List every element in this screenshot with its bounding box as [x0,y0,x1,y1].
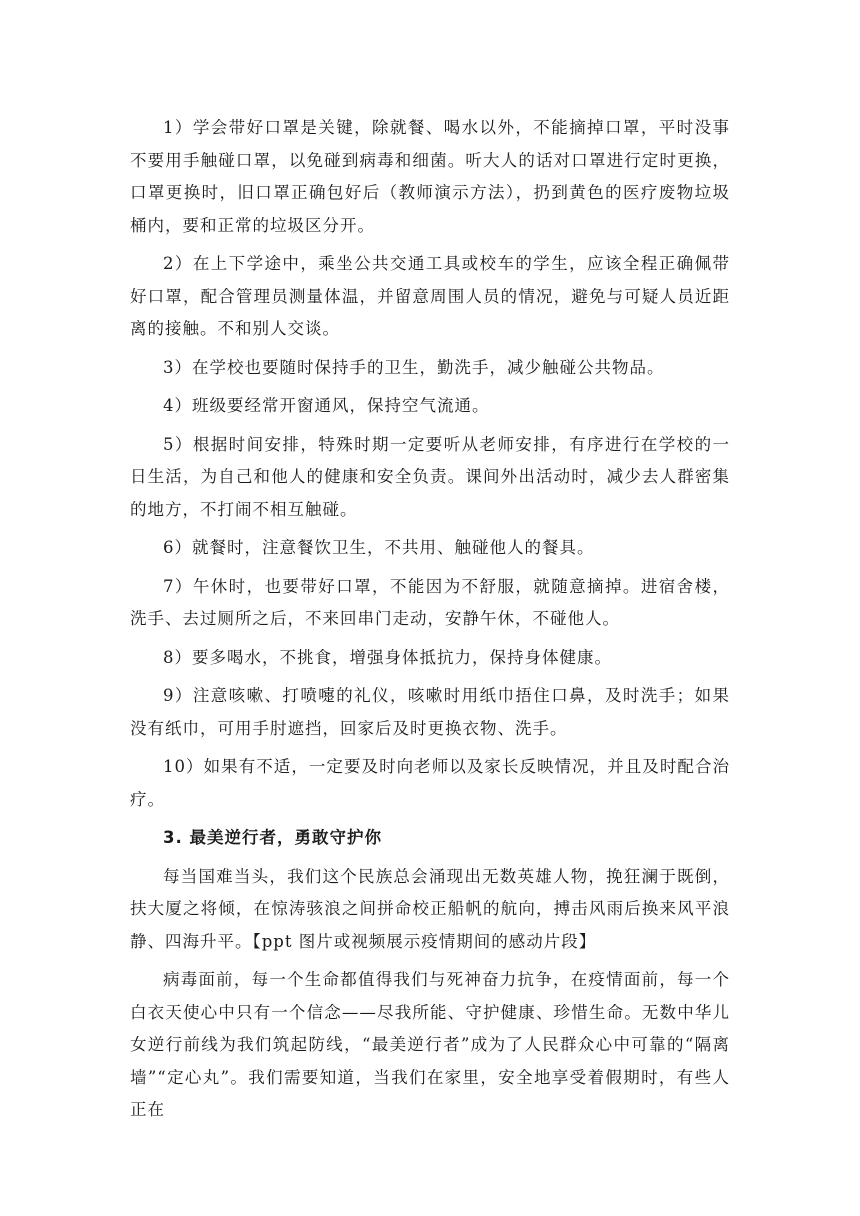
list-item-10: 10）如果有不适，一定要及时向老师以及家长反映情况，并且及时配合治疗。 [130,757,730,809]
section-heading: 3. 最美逆行者，勇敢守护你 [163,828,382,847]
list-item-8: 8）要多喝水，不挑食，增强身体抵抗力，保持身体健康。 [163,647,612,667]
list-item-4: 4）班级要经常开窗通风，保持空气流通。 [163,396,490,415]
list-item-7: 7）午休时，也要带好口罩，不能因为不舒服，就随意摘掉。进宿舍楼，洗手、去过厕所之后，不来回串门走动，安静午休，不碰他人。 [130,576,730,628]
list-item-2: 2）在上下学途中，乘坐公共交通工具或校车的学生，应该全程正确佩带好口罩，配合管理员测量体温，并留意周围人员的情况，避免与可疑人员近距离的接触。不和别人交谈。 [130,254,730,338]
body-paragraph-1: 每当国难当头，我们这个民族总会涌现出无数英雄人物，挽狂澜于既倒，扶大厦之将倾，在惊涛骇浪之间拼命校正船帆的航向，搏击风雨后换来风平浪静、四海升平。【ppt 图片或视频展示疫情期间的感动片段】 [130,866,730,951]
list-item-3: 3）在学校也要随时保持手的卫生，勤洗手，减少触碰公共物品。 [163,357,665,377]
list-item-5: 5）根据时间安排，特殊时期一定要听从老师安排，有序进行在学校的一日生活，为自己和他人的健康和安全负责。课间外出活动时，减少去人群密集的地方，不打闹不相互触碰。 [130,434,730,519]
list-item-6: 6）就餐时，注意餐饮卫生，不共用、触碰他人的餐具。 [163,538,595,557]
list-item-9: 9）注意咳嗽、打喷嚏的礼仪，咳嗽时用纸巾捂住口鼻，及时洗手；如果没有纸巾，可用手肘遮挡，回家后及时更换衣物、洗手。 [130,686,730,738]
body-paragraph-2: 病毒面前，每一个生命都值得我们与死神奋力抗争，在疫情面前，每一个白衣天使心中只有一个信念——尽我所能、守护健康、珍惜生命。无数中华儿女逆行前线为我们筑起防线，“最美逆行者”成为了人民群众心中可靠的“隔离墙”“定心丸”。我们需要知道，当我们在家里，安全地享受着假期时，有些人正在 [130,970,730,1119]
list-item-1: 1）学会带好口罩是关键，除就餐、喝水以外，不能摘掉口罩，平时没事不要用手触碰口罩，以免碰到病毒和细菌。听大人的话对口罩进行定时更换，口罩更换时，旧口罩正确包好后（教师演示方法），扔到黄色的医疗废物垃圾桶内，要和正常的垃圾区分开。 [130,118,730,235]
